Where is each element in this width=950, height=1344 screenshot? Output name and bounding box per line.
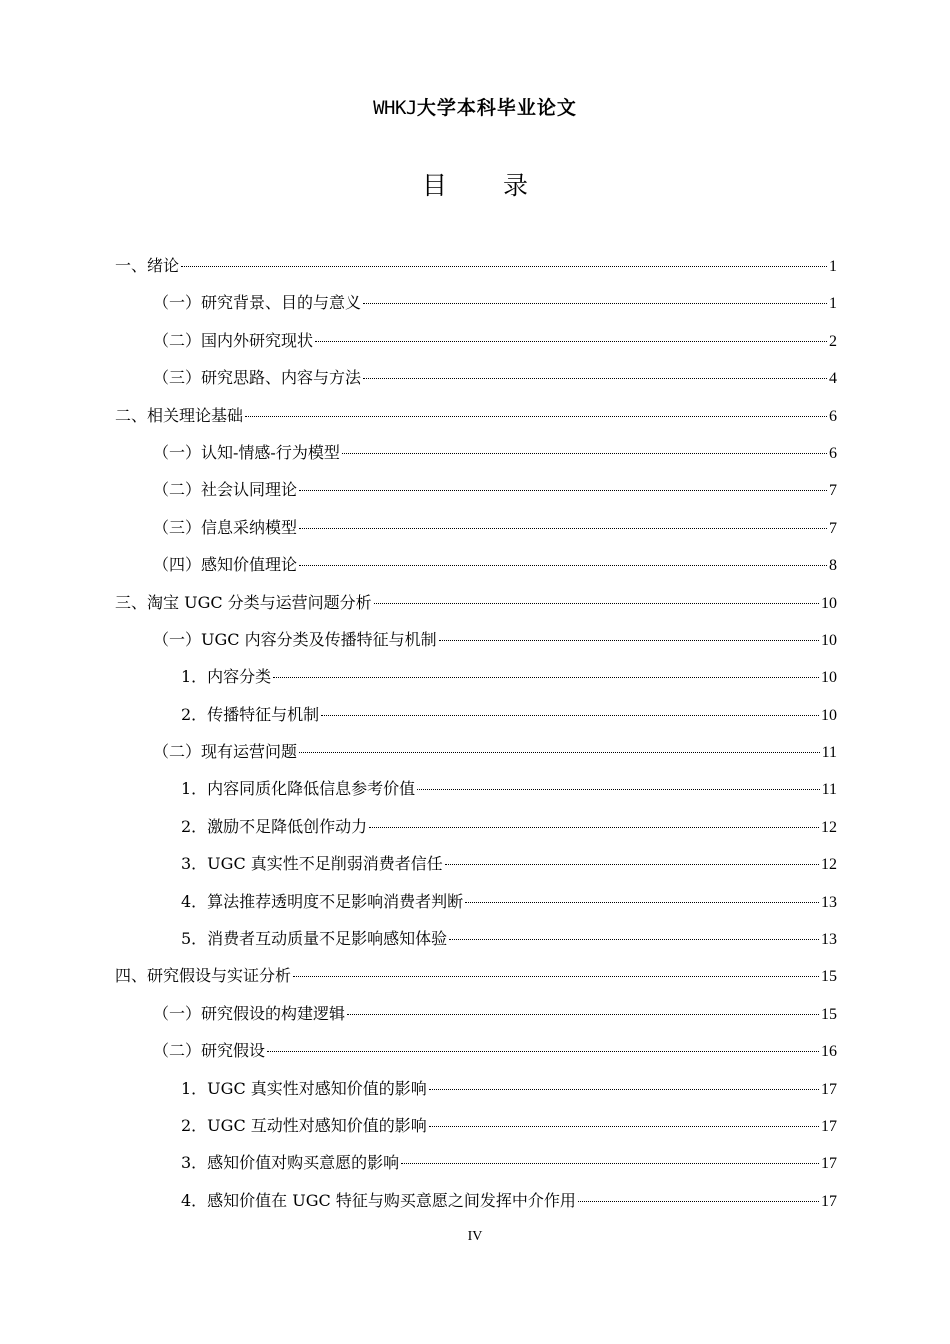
toc-entry-label: 2．激励不足降低创作动力 <box>181 816 368 836</box>
toc-entry-label: 5．消费者互动质量不足影响感知体验 <box>181 929 448 949</box>
toc-dot-leader <box>401 1163 819 1164</box>
toc-entry-page: 7 <box>829 482 837 500</box>
toc-dot-leader <box>445 864 819 865</box>
toc-entry[interactable] <box>115 471 837 508</box>
toc-dot-leader <box>363 378 827 379</box>
toc-entry[interactable] <box>115 995 837 1032</box>
toc-entry[interactable] <box>115 359 837 396</box>
toc-dot-leader <box>299 528 827 529</box>
toc-entry-label: 四、研究假设与实证分析 <box>115 966 292 986</box>
toc-dot-leader <box>342 453 827 454</box>
toc-entry-label: 3．感知价值对购买意愿的影响 <box>181 1153 400 1173</box>
toc-entry-page: 15 <box>821 968 837 986</box>
page-title: 目 录 <box>422 171 552 200</box>
toc-entry[interactable] <box>115 1182 837 1219</box>
toc-entry[interactable] <box>115 621 837 658</box>
toc-entry-page: 7 <box>829 519 837 537</box>
toc-dot-leader <box>321 715 819 716</box>
toc-entry-page: 10 <box>821 669 837 687</box>
toc-dot-leader <box>439 640 819 641</box>
toc-entry-label: （一）研究假设的构建逻辑 <box>153 1003 346 1023</box>
toc-entry[interactable] <box>115 733 837 770</box>
toc-entry-label: （一）研究背景、目的与意义 <box>153 293 362 313</box>
toc-dot-leader <box>267 1051 819 1052</box>
toc-dot-leader <box>429 1126 819 1127</box>
toc-entry-label: 1．UGC 真实性对感知价值的影响 <box>181 1078 427 1098</box>
toc-entry[interactable] <box>115 883 837 920</box>
document-header <box>0 94 950 122</box>
toc-entry[interactable] <box>115 1070 837 1107</box>
toc-entry-label: 4．算法推荐透明度不足影响消费者判断 <box>181 891 464 911</box>
toc-entry[interactable] <box>115 584 837 621</box>
toc-entry-label: 2．UGC 互动性对感知价值的影响 <box>181 1115 427 1135</box>
toc-dot-leader <box>363 303 827 304</box>
toc-entry[interactable] <box>115 434 837 471</box>
toc-entry[interactable] <box>115 1107 837 1144</box>
toc-entry-page: 12 <box>821 856 837 874</box>
toc-entry-page: 6 <box>829 407 837 425</box>
toc-entry-label: （三）信息采纳模型 <box>153 517 298 537</box>
toc-entry-page: 4 <box>829 370 837 388</box>
toc-entry[interactable] <box>115 808 837 845</box>
toc-entry-page: 12 <box>821 818 837 836</box>
toc-entry-page: 11 <box>821 744 837 762</box>
toc-dot-leader <box>347 1014 819 1015</box>
toc-entry-label: （二）现有运营问题 <box>153 742 298 762</box>
toc-entry[interactable] <box>115 322 837 359</box>
toc-entry[interactable] <box>115 770 837 807</box>
toc-dot-leader <box>369 827 819 828</box>
toc-entry-label: 二、相关理论基础 <box>115 405 244 425</box>
toc-entry[interactable] <box>115 696 837 733</box>
toc-dot-leader <box>273 677 819 678</box>
toc-dot-leader <box>429 1089 819 1090</box>
toc-entry-page: 1 <box>829 258 837 275</box>
toc-entry[interactable] <box>115 920 837 957</box>
toc-dot-leader <box>578 1201 819 1202</box>
toc-dot-leader <box>315 341 827 342</box>
toc-dot-leader <box>465 902 819 903</box>
toc-entry[interactable] <box>115 957 837 994</box>
toc-entry-page: 11 <box>821 781 837 799</box>
toc-dot-leader <box>449 939 819 940</box>
toc-entry-label: 4．感知价值在 UGC 特征与购买意愿之间发挥中介作用 <box>181 1190 576 1210</box>
toc-entry-label: （三）研究思路、内容与方法 <box>153 368 362 388</box>
toc-dot-leader <box>181 266 827 267</box>
toc-entry-page: 6 <box>829 444 837 462</box>
toc-entry-label: 三、淘宝 UGC 分类与运营问题分析 <box>115 592 372 612</box>
toc-entry-page: 16 <box>821 1043 837 1061</box>
toc-entry[interactable] <box>115 845 837 882</box>
toc-dot-leader <box>299 490 827 491</box>
toc-dot-leader <box>299 752 820 753</box>
toc-entry-label: 2．传播特征与机制 <box>181 704 320 724</box>
toc-entry-page: 17 <box>821 1155 837 1173</box>
toc-entry-page: 10 <box>821 594 837 612</box>
toc-entry-label: 3．UGC 真实性不足削弱消费者信任 <box>181 854 443 874</box>
toc-entry-page: 10 <box>821 631 837 649</box>
toc-entry-label: 1．内容同质化降低信息参考价值 <box>181 779 416 799</box>
toc-entry-label: （二）国内外研究现状 <box>153 330 314 350</box>
toc-entry[interactable] <box>115 1032 837 1069</box>
header-cjk: 大学本科毕业论文 <box>416 97 577 119</box>
toc-dot-leader <box>299 565 827 566</box>
toc-entry-page: 2 <box>829 332 837 350</box>
toc-entry-label: （二）社会认同理论 <box>153 480 298 500</box>
toc-entry-page: 17 <box>821 1080 837 1098</box>
table-of-contents <box>115 247 837 1219</box>
toc-entry-page: 8 <box>829 557 837 575</box>
toc-entry-label: （一）UGC 内容分类及传播特征与机制 <box>153 629 437 649</box>
toc-dot-leader <box>417 789 819 790</box>
header-latin: WHKJ <box>373 97 417 119</box>
toc-dot-leader <box>245 416 827 417</box>
toc-entry-page: 17 <box>821 1192 837 1210</box>
toc-dot-leader <box>293 976 819 977</box>
toc-entry[interactable] <box>115 397 837 434</box>
toc-entry-label: 一、绪论 <box>115 256 180 275</box>
toc-entry[interactable] <box>115 658 837 695</box>
toc-entry-label: （一）认知-情感-行为模型 <box>153 442 340 462</box>
toc-entry[interactable] <box>115 509 837 546</box>
toc-entry-label: （二）研究假设 <box>153 1041 266 1061</box>
toc-entry-page: 13 <box>821 931 837 949</box>
toc-entry-page: 10 <box>821 706 837 724</box>
toc-entry[interactable] <box>115 546 837 583</box>
toc-entry[interactable] <box>115 1144 837 1181</box>
page-number: IV <box>467 1229 483 1244</box>
toc-entry-page: 17 <box>821 1117 837 1135</box>
toc-entry-label: 1．内容分类 <box>181 667 272 687</box>
toc-entry[interactable] <box>115 284 837 321</box>
toc-entry[interactable] <box>115 247 837 284</box>
toc-dot-leader <box>374 603 819 604</box>
toc-entry-page: 15 <box>821 1005 837 1023</box>
toc-entry-label: （四）感知价值理论 <box>153 555 298 575</box>
toc-entry-page: 13 <box>821 893 837 911</box>
toc-entry-page: 1 <box>829 295 837 313</box>
